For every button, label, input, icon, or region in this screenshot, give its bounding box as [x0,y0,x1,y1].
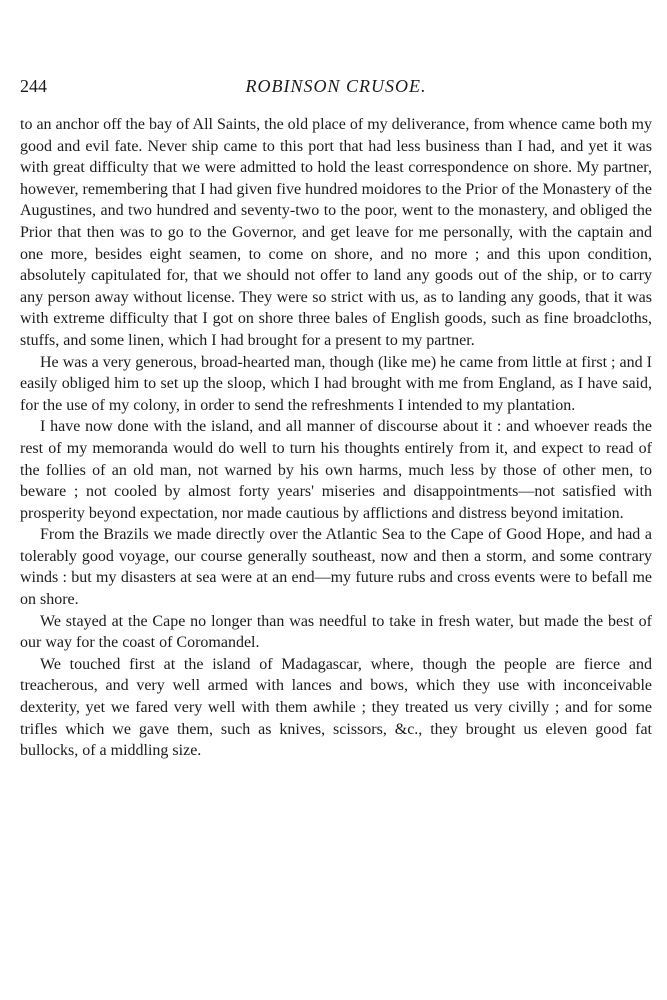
book-page [20,74,652,762]
page-header [20,74,652,100]
paragraph: He was a very generous, broad-hearted man, though (like me) he came from little at first ; and I easily obliged him to set up the sloop, which I had brought with me from England, as I have said, for the use of my colony, in order to send the refreshments I intended to my plantation. [20,353,652,414]
paragraph: We stayed at the Cape no longer than was needful to take in fresh water, but made the best of our way for the coast of Coromandel. [20,612,652,652]
body-text [20,114,652,762]
page-number: 244 [20,76,47,96]
paragraph: From the Brazils we made directly over the Atlantic Sea to the Cape of Good Hope, and had a tolerably good voyage, our course generally southeast, now and then a storm, and some contrary winds : but my disasters at sea were at an end—my future rubs and cross events were to befall me on shore. [20,526,652,609]
paragraph: We touched first at the island of Madagascar, where, though the people are fierce and treacherous, and very well armed with lances and bows, which they use with inconceivable dexterity, yet we fared very well with them awhile ; they treated us very civilly ; and for some trifles which we gave them, such as knives, scissors, &c., they brought us eleven good fat bullocks, of a middling size. [20,655,652,760]
paragraph: I have now done with the island, and all manner of discourse about it : and whoever reads the rest of my memoranda would do well to turn his thoughts entirely from it, and expect to read of the follies of an old man, not warned by his own harms, much less by those of other men, to beware ; not cooled by almost forty years' miseries and disappointments—not satisfied with prosperity beyond expectation, nor made cautious by afflictions and distress beyond imitation. [20,418,652,522]
running-title: ROBINSON CRUSOE. [245,76,427,96]
paragraph: to an anchor off the bay of All Saints, the old place of my deliverance, from whence came both my good and evil fate. Never ship came to this port that had less business than I had, and yet it was with great difficulty that we were admitted to hold the least correspondence on shore. My partner, however, remembering that I had given five hundred moidores to the Prior of the Monastery of the Augustines, and two hundred and seventy-two to the poor, went to the monastery, and obliged the Prior that then was to go to the Governor, and get leave for me personally, with the captain and one more, besides eight seamen, to come on shore, and no more ; and this upon condition, absolutely capitulated for, that we should not offer to land any goods out of the ship, or to carry any person away without license. They were so strict with us, as to landing any goods, that it was with extreme difficulty that I got on shore three bales of English goods, such as fine broadcloths, stuffs, and some linen, which I had brought for a present to my partner. [20,116,652,349]
